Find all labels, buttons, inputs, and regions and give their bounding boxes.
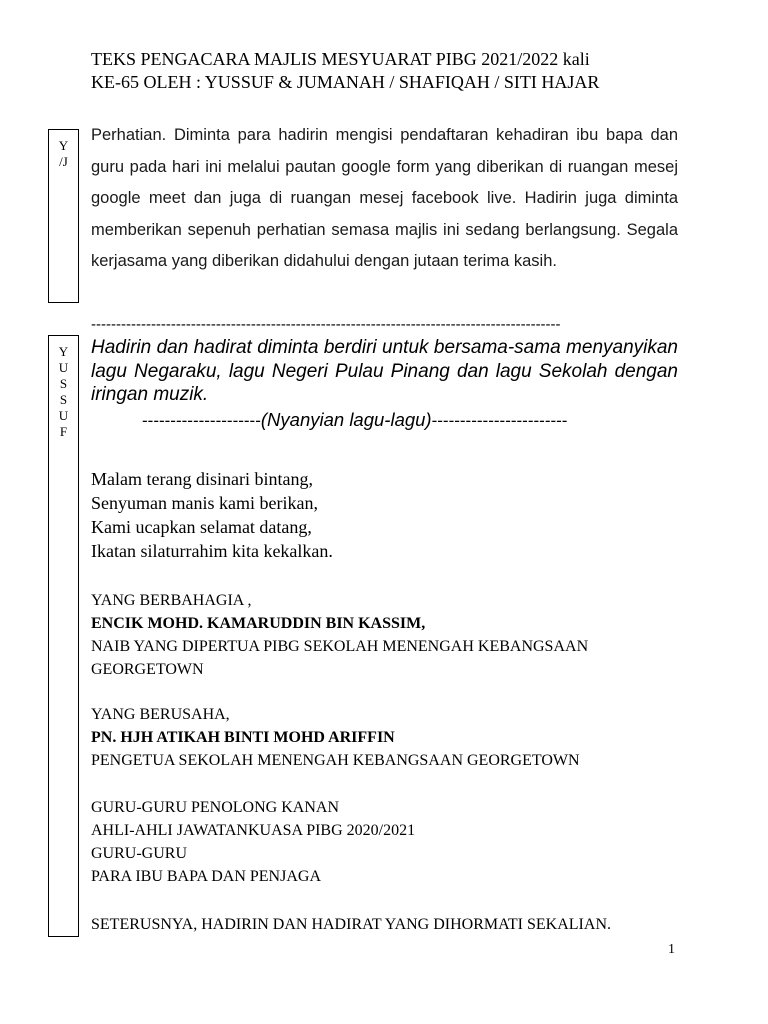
salutation-name: ENCIK MOHD. KAMARUDDIN BIN KASSIM, [91,615,426,632]
section-divider: ---------------------------------------------------------------------------------------------- [91,316,561,333]
song-line [142,409,662,432]
pantun-verse [91,467,691,563]
salutation-others [91,796,691,888]
salutation-role: NAIB YANG DIPERTUA PIBG SEKOLAH MENENGAH KEBANGSAAN [91,638,589,655]
title-line-2: KE-65 OLEH : YUSSUF & JUMANAH / SHAFIQAH / SITI HAJAR [91,72,600,92]
speaker-char: Y [58,344,69,359]
salutation-line: AHLI-AHLI JAWATANKUASA PIBG 2020/2021 [91,822,416,839]
speaker-char: S [59,376,68,391]
speaker-char: U [58,360,69,375]
pantun-line: Senyuman manis kami berikan, [91,493,318,513]
anthem-paragraph: Hadirin dan hadirat diminta berdiri untuk bersama-sama menyanyikan lagu Negaraku, lagu Negeri Pulau Pinang dan lagu Sekolah dengan iringan muzik. [91,337,678,405]
salutation-line: GURU-GURU PENOLONG KANAN [91,799,339,816]
closing-line [91,913,691,936]
pantun-line: Ikatan silaturrahim kita kekalkan. [91,541,333,561]
speaker-char: /J [59,154,68,169]
pantun-line: Kami ucapkan selamat datang, [91,517,312,537]
speaker-char: S [59,392,68,407]
salutation-line: PARA IBU BAPA DAN PENJAGA [91,868,321,885]
closing-text: SETERUSNYA, HADIRIN DAN HADIRAT YANG DIHORMATI SEKALIAN. [91,916,611,933]
salutation-vice-president [91,589,691,681]
song-dashes-left: --------------------- [142,411,261,430]
pantun-line: Malam terang disinari bintang, [91,469,313,489]
speaker-char: F [59,424,68,439]
speaker-box-yj [48,129,79,303]
speaker-char: U [58,408,69,423]
salutation-heading: YANG BERUSAHA, [91,706,230,723]
song-dashes-right: ------------------------ [431,411,568,430]
document-title [91,48,731,94]
salutation-role: PENGETUA SEKOLAH MENENGAH KEBANGSAAN GEORGETOWN [91,752,580,769]
salutation-principal [91,703,691,772]
salutation-role: GEORGETOWN [91,661,204,678]
salutation-line: GURU-GURU [91,845,187,862]
page-number: 1 [668,942,675,957]
attention-paragraph: Perhatian. Diminta para hadirin mengisi pendaftaran kehadiran ibu bapa dan guru pada hari ini melalui pautan google form yang diberikan di ruangan mesej google meet dan juga di ruangan mesej facebook live. Hadirin juga diminta memberikan sepenuh perhatian semasa majlis ini sedang berlangsung. Segala kerjasama yang diberikan didahului dengan jutaan terima kasih. [91,126,678,270]
salutation-name: PN. HJH ATIKAH BINTI MOHD ARIFFIN [91,729,395,746]
speaker-char: Y [58,138,69,153]
salutation-heading: YANG BERBAHAGIA , [91,592,252,609]
speaker-box-yussuf [48,335,79,937]
song-label: (Nyanyian lagu-lagu) [260,409,432,430]
title-line-1: TEKS PENGACARA MAJLIS MESYUARAT PIBG 2021/2022 kali [91,49,590,69]
